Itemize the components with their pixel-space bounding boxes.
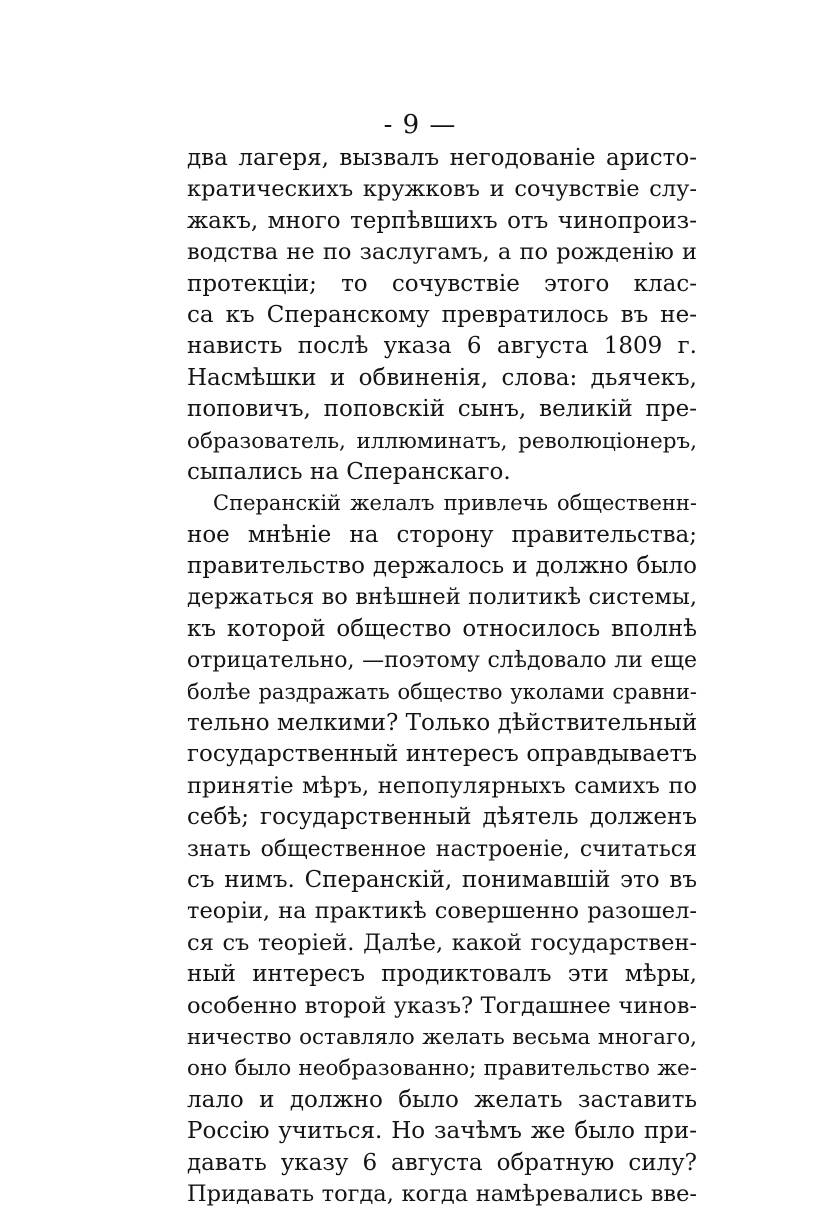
text-line: принятіе мѣръ, непопулярныхъ самихъ по — [187, 772, 697, 799]
text-line: поповичъ, поповскій сынъ, великій пре- — [187, 396, 697, 423]
text-line: ся съ теоріей. Далѣе, какой государствен- — [187, 929, 697, 956]
text-line: къ которой общество относилось вполнѣ — [187, 615, 697, 642]
text-line: ное мнѣніе на сторону правительства; — [187, 521, 697, 548]
text-line: тельно мелкими? Только дѣйствительный — [187, 710, 697, 737]
text-line: Насмѣшки и обвиненія, слова: дьячекъ, — [187, 364, 697, 391]
text-line: Сперанскій желалъ привлечь общественн- — [213, 491, 697, 516]
body-text — [187, 143, 697, 1210]
text-line: давать указу 6 августа обратную силу? — [187, 1149, 697, 1176]
text-line: водства не по заслугамъ, а по рожденію и — [187, 239, 697, 266]
text-line: государственный интересъ оправдываетъ — [187, 741, 697, 768]
text-line: нависть послѣ указа 6 августа 1809 г. — [187, 333, 697, 360]
text-line: жакъ, много терпѣвшихъ отъ чинопроиз- — [187, 207, 697, 234]
text-line: два лагеря, вызвалъ негодованіе аристо- — [187, 145, 697, 171]
text-line: болѣе раздражать общество уколами сравни- — [187, 679, 697, 704]
text-line: съ нимъ. Сперанскій, понимавшій это въ — [187, 866, 697, 893]
text-line: себѣ; государственный дѣятель долженъ — [187, 804, 697, 831]
text-line: сыпались на Сперанскаго. — [187, 458, 511, 485]
page-number: - 9 — — [383, 110, 457, 140]
text-line: особенно второй указъ? Тогдашнее чинов- — [187, 992, 697, 1019]
text-line: знать общественное настроеніе, считаться — [187, 836, 697, 862]
text-line: ничество оставляло желать весьма многаго, — [187, 1024, 697, 1050]
paragraph-2 — [187, 488, 697, 1210]
text-line: теоріи, на практикѣ совершенно разошел- — [187, 898, 697, 925]
text-line: оно было необразованно; правительство же- — [187, 1056, 697, 1082]
text-line: образователь, иллюминатъ, революціонеръ, — [187, 428, 697, 454]
text-line: лало и должно было желать заставить — [187, 1086, 697, 1113]
text-line: Придавать тогда, когда намѣревались вве- — [187, 1180, 697, 1207]
paragraph-1 — [187, 143, 697, 488]
text-line: отрицательно, —поэтому слѣдовало ли еще — [187, 648, 697, 674]
text-line: ный интересъ продиктовалъ эти мѣры, — [187, 961, 697, 988]
text-line: правительство держалось и должно было — [187, 553, 697, 580]
text-line: кратическихъ кружковъ и сочувствіе слу- — [187, 176, 697, 203]
text-line: протекціи; то сочувствіе этого клас- — [187, 270, 697, 297]
text-line: держаться во внѣшней политикѣ системы, — [187, 584, 697, 611]
text-line: Россію учиться. Но зачѣмъ же было при- — [187, 1118, 697, 1145]
text-line: са къ Сперанскому превратилось въ не- — [187, 301, 697, 328]
